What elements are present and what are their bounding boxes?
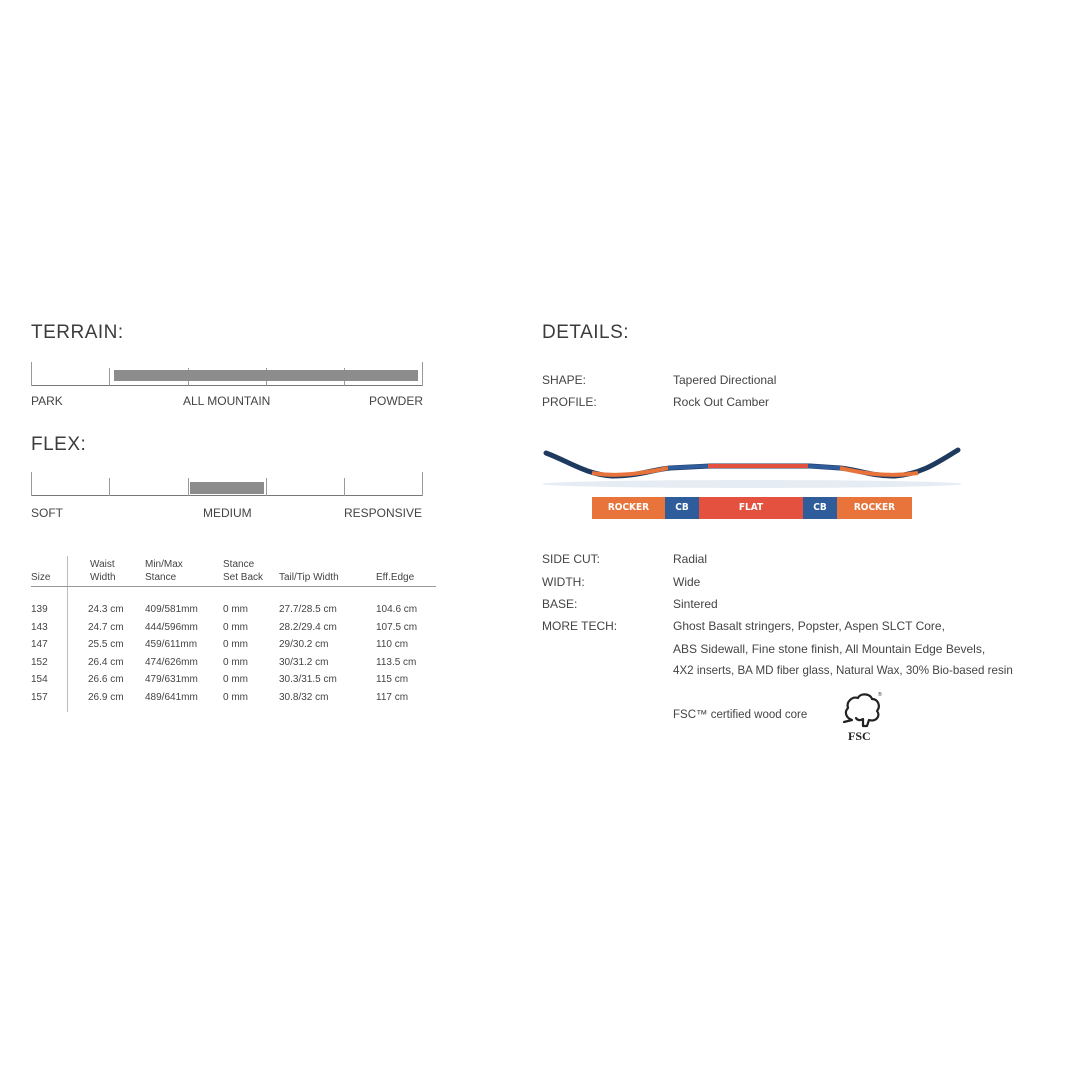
cell-tail-tip: 29/30.2 cm: [279, 639, 329, 651]
board-profile-graphic: [540, 444, 965, 492]
cell-stance: 459/611mm: [145, 639, 198, 651]
segment-rocker-right: ROCKER: [837, 497, 912, 519]
flex-scale: [31, 472, 423, 496]
width-key: WIDTH:: [542, 575, 585, 589]
cell-stance: 409/581mm: [145, 604, 198, 615]
more-tech-key: MORE TECH:: [542, 619, 618, 633]
cell-stance: 489/641mm: [145, 691, 198, 703]
segment-cb-left: CB: [665, 497, 699, 519]
col-header-size: Size: [31, 572, 51, 583]
cell-stance: 444/596mm: [145, 621, 198, 633]
terrain-scale: [31, 362, 423, 386]
flex-tick: [266, 478, 267, 496]
terrain-tick: [422, 362, 423, 386]
cell-tail-tip: 30/31.2 cm: [279, 656, 329, 668]
cell-tail-tip: 27.7/28.5 cm: [279, 604, 337, 615]
terrain-baseline: [31, 385, 423, 386]
segment-flat: FLAT: [699, 497, 803, 519]
flex-heading: FLEX:: [31, 434, 87, 455]
shape-value: Tapered Directional: [673, 373, 777, 387]
details-heading: DETAILS:: [542, 322, 630, 343]
terrain-range-fill: [114, 370, 418, 381]
cell-stance: 479/631mm: [145, 674, 198, 686]
cell-setback: 0 mm: [223, 604, 248, 615]
cell-waist: 26.4 cm: [88, 656, 124, 668]
cell-tail-tip: 30.3/31.5 cm: [279, 674, 337, 686]
flex-tick: [109, 478, 110, 496]
more-tech-line: 4X2 inserts, BA MD fiber glass, Natural Wax, 30% Bio-based resin: [673, 664, 1013, 677]
specs-table: [31, 556, 436, 707]
cell-setback: 0 mm: [223, 621, 248, 633]
flex-label-soft: SOFT: [31, 506, 63, 520]
more-tech-line: Ghost Basalt stringers, Popster, Aspen SLCT Core,: [673, 619, 945, 633]
fsc-logo: [838, 690, 884, 744]
width-value: Wide: [673, 575, 701, 589]
cell-setback: 0 mm: [223, 674, 248, 686]
cell-setback: 0 mm: [223, 656, 248, 668]
cell-waist: 26.6 cm: [88, 674, 124, 686]
table-row: [31, 601, 436, 619]
fsc-text: FSC™ certified wood core: [673, 709, 808, 721]
col-header-setback: Stance Set Back: [223, 559, 264, 583]
profile-key: PROFILE:: [542, 395, 597, 409]
shape-key: SHAPE:: [542, 373, 587, 387]
table-header-row: [31, 556, 436, 584]
cell-waist: 25.5 cm: [88, 639, 124, 651]
table-row: [31, 636, 436, 654]
board-rocker-left: [592, 468, 668, 475]
cell-setback: 0 mm: [223, 639, 248, 651]
table-row: [31, 654, 436, 672]
board-shadow: [542, 480, 962, 488]
flex-label-responsive: RESPONSIVE: [344, 506, 423, 520]
base-key: BASE:: [542, 597, 578, 611]
cell-setback: 0 mm: [223, 691, 248, 703]
cell-size: 152: [31, 656, 48, 668]
segment-rocker-left: ROCKER: [592, 497, 665, 519]
flex-range-fill: [190, 482, 264, 494]
cell-tail-tip: 30.8/32 cm: [279, 691, 329, 703]
cell-eff-edge: 117 cm: [376, 691, 409, 703]
terrain-heading: TERRAIN:: [31, 322, 124, 343]
cell-eff-edge: 110 cm: [376, 639, 409, 651]
flex-baseline: [31, 495, 423, 496]
terrain-label-park: PARK: [31, 394, 63, 408]
flex-tick: [188, 478, 189, 496]
board-rocker-right: [840, 468, 918, 475]
cell-tail-tip: 28.2/29.4 cm: [279, 621, 337, 633]
cell-size: 157: [31, 691, 48, 703]
table-row: [31, 619, 436, 637]
side-cut-key: SIDE CUT:: [542, 552, 601, 566]
board-cb-right: [808, 466, 840, 468]
terrain-tick: [109, 368, 110, 386]
board-base-line: [546, 450, 958, 476]
table-row: [31, 671, 436, 689]
svg-text:®: ®: [878, 692, 882, 698]
cell-waist: 24.7 cm: [88, 621, 124, 633]
base-value: Sintered: [673, 597, 718, 611]
cell-size: 143: [31, 621, 48, 633]
cell-eff-edge: 113.5 cm: [376, 656, 417, 668]
cell-size: 154: [31, 674, 48, 686]
cell-eff-edge: 104.6 cm: [376, 604, 418, 615]
col-header-tail-tip: Tail/Tip Width: [279, 572, 339, 583]
terrain-label-powder: POWDER: [369, 394, 423, 408]
terrain-label-all-mountain: ALL MOUNTAIN: [183, 394, 271, 408]
cell-size: 139: [31, 604, 48, 615]
flex-label-medium: MEDIUM: [203, 506, 252, 520]
fsc-tree-icon: [838, 690, 884, 730]
cell-size: 147: [31, 639, 48, 651]
more-tech-line: ABS Sidewall, Fine stone finish, All Mountain Edge Bevels,: [673, 642, 986, 656]
flex-tick: [31, 472, 32, 496]
flex-tick: [344, 478, 345, 496]
fsc-logo-text: FSC: [848, 729, 871, 743]
table-row: [31, 689, 436, 707]
cell-eff-edge: 115 cm: [376, 674, 409, 686]
side-cut-value: Radial: [673, 552, 708, 566]
col-header-eff-edge: Eff.Edge: [376, 572, 415, 583]
segment-cb-right: CB: [803, 497, 837, 519]
col-header-waist-width: Waist Width: [90, 559, 116, 583]
col-header-stance: Min/Max Stance: [145, 559, 183, 583]
cell-waist: 24.3 cm: [88, 604, 124, 615]
board-cb-left: [668, 466, 708, 468]
profile-value: Rock Out Camber: [673, 395, 770, 409]
profile-segment-bar: [592, 497, 912, 519]
cell-waist: 26.9 cm: [88, 691, 124, 703]
flex-tick: [422, 472, 423, 496]
terrain-tick: [31, 362, 32, 386]
cell-eff-edge: 107.5 cm: [376, 621, 418, 633]
cell-stance: 474/626mm: [145, 656, 198, 668]
